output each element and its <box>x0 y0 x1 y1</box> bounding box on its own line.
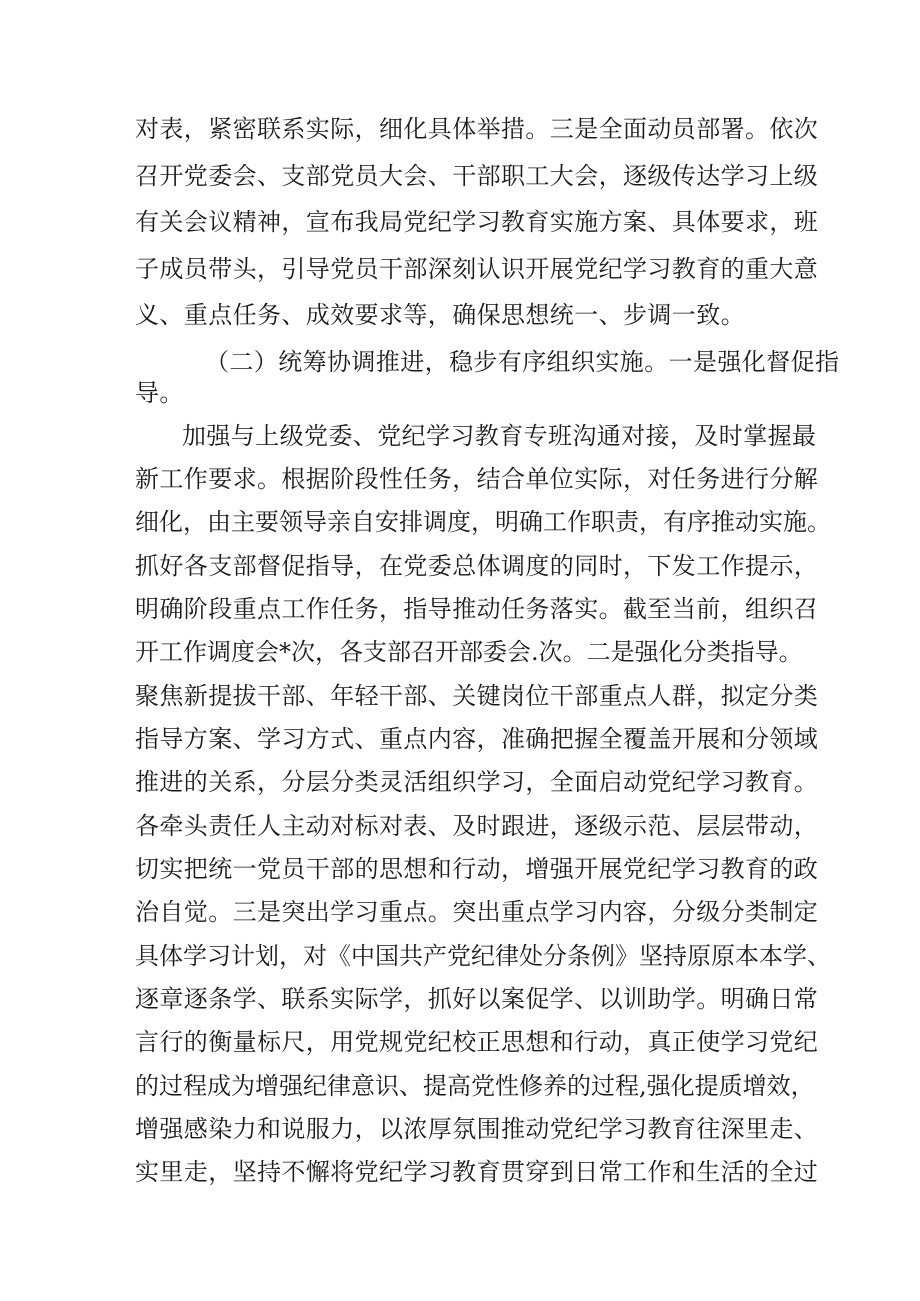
paragraph-line: 推进的关系，分层分类灵活组织学习，全面启动党纪学习教育。 <box>135 768 819 796</box>
paragraph-line: 治自觉。三是突出学习重点。突出重点学习内容，分级分类制定 <box>135 898 819 926</box>
section-heading-line: （二）统筹协调推进，稳步有序组织实施。一是强化督促指 <box>205 348 840 376</box>
paragraph-line: 具体学习计划，对《中国共产党纪律处分条例》坚持原原本本学、 <box>135 942 831 970</box>
paragraph-line: 新工作要求。根据阶段性任务，结合单位实际，对任务进行分解 <box>135 465 819 493</box>
paragraph-line: 对表，紧密联系实际，细化具体举措。三是全面动员部署。依次 <box>135 115 819 143</box>
section-heading-line: 导。 <box>135 379 184 407</box>
paragraph-line: 各牵头责任人主动对标对表、及时跟进，逐级示范、层层带动， <box>135 812 819 840</box>
paragraph-line: 抓好各支部督促指导，在党委总体调度的同时，下发工作提示， <box>135 552 819 580</box>
paragraph-line: 有关会议精神，宣布我局党纪学习教育实施方案、具体要求，班 <box>135 208 819 236</box>
paragraph-line: 实里走，坚持不懈将党纪学习教育贯穿到日常工作和生活的全过 <box>135 1158 819 1186</box>
paragraph-line: 言行的衡量标尺，用党规党纪校正思想和行动，真正使学习党纪 <box>135 1028 819 1056</box>
paragraph-line: 聚焦新提拔干部、年轻干部、关键岗位干部重点人群，拟定分类 <box>135 682 819 710</box>
paragraph-line: 切实把统一党员干部的思想和行动，增强开展党纪学习教育的政 <box>135 855 819 883</box>
paragraph-line: 增强感染力和说服力，以浓厚氛围推动党纪学习教育往深里走、 <box>135 1115 819 1143</box>
paragraph-line: 的过程成为增强纪律意识、提高党性修养的过程,强化提质增效， <box>135 1072 815 1100</box>
paragraph-line: 细化，由主要领导亲自安排调度，明确工作职责，有序推动实施。 <box>135 508 831 536</box>
paragraph-line: 明确阶段重点工作任务，指导推动任务落实。截至当前，组织召 <box>135 595 819 623</box>
paragraph-line: 指导方案、学习方式、重点内容，准确把握全覆盖开展和分领域 <box>135 725 819 753</box>
paragraph-line: 加强与上级党委、党纪学习教育专班沟通对接，及时掌握最 <box>182 422 817 450</box>
paragraph-line: 召开党委会、支部党员大会、干部职工大会，逐级传达学习上级 <box>135 162 819 190</box>
paragraph-line: 逐章逐条学、联系实际学，抓好以案促学、以训助学。明确日常 <box>135 985 819 1013</box>
paragraph-line: 子成员带头，引导党员干部深刻认识开展党纪学习教育的重大意 <box>135 255 819 283</box>
paragraph-line: 义、重点任务、成效要求等，确保思想统一、步调一致。 <box>135 301 745 329</box>
paragraph-line: 开工作调度会*次，各支部召开部委会.次。二是强化分类指导。 <box>135 638 803 666</box>
